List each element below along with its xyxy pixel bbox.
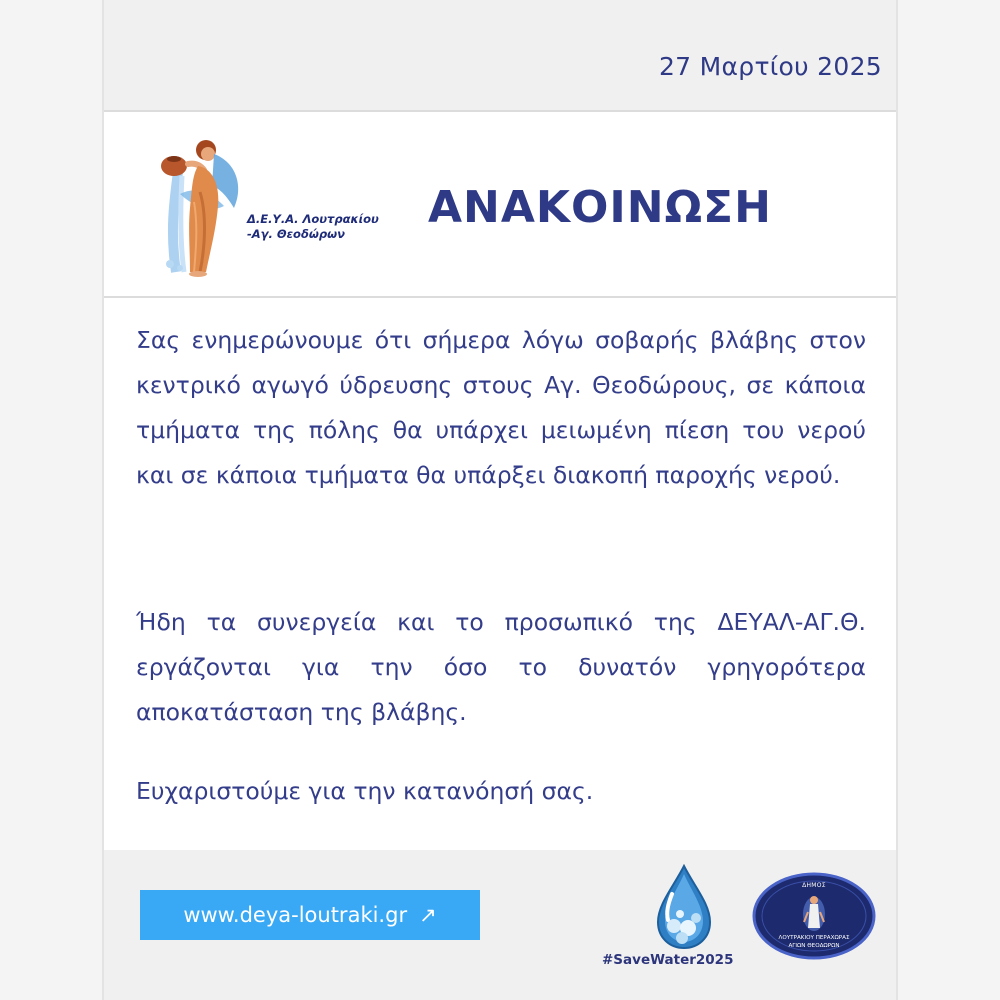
paragraph-2: Ήδη τα συνεργεία και το προσωπικό της ΔΕΥΑΛ-ΑΓ.Θ. εργάζονται για την όσο το δυνατόν γρηγορότερα αποκατάσταση της βλάβης. xyxy=(136,608,866,726)
seal-bottom-line-1: ΛΟΥΤΡΑΚΙΟΥ ΠΕΡΑΧΩΡΑΣ xyxy=(778,935,850,941)
logo-text xyxy=(247,212,379,242)
announcement-body xyxy=(104,298,896,850)
website-link-button[interactable] xyxy=(140,890,480,940)
announcement-date: 27 Μαρτίου 2025 xyxy=(658,52,882,81)
page-title: ΑΝΑΚΟΙΝΩΣΗ xyxy=(428,182,772,233)
paragraph-1: Σας ενημερώνουμε ότι σήμερα λόγω σοβαρής βλάβης στον κεντρικό αγωγό ύδρευσης στους Αγ. Θεοδώρους, σε κάποια τμήματα της πόλης θα υπάρχει μειωμένη πίεση του νερού και σε κάποια τμήματα θα υπάρξει διακοπή παροχής νερού. xyxy=(136,326,866,489)
save-water-logo xyxy=(652,864,716,950)
website-link-label: www.deya-loutraki.gr xyxy=(183,903,408,927)
municipality-seal xyxy=(752,872,876,960)
hashtag: #SaveWater2025 xyxy=(602,952,734,968)
external-link-arrow-icon: ↗ xyxy=(419,903,437,927)
seal-bottom-line-2: ΑΓΙΩΝ ΘΕΟΔΩΡΩΝ xyxy=(788,943,840,949)
water-drop-icon xyxy=(652,864,716,950)
logo-text-line-2: -Αγ. Θεοδώρων xyxy=(247,227,345,241)
header-band xyxy=(104,110,896,298)
paragraph-3: Ευχαριστούμε για την κατανόησή σας. xyxy=(136,777,594,805)
seal-top-text: ΔΗΜΟΣ xyxy=(802,882,826,889)
logo-text-line-1: Δ.Ε.Υ.Α. Λουτρακίου xyxy=(247,212,379,226)
seal-bottom-text xyxy=(752,934,876,950)
announcement-card xyxy=(102,0,898,1000)
water-nymph-logo-icon xyxy=(140,132,340,282)
deya-logo xyxy=(140,132,379,282)
footer xyxy=(104,850,896,1000)
